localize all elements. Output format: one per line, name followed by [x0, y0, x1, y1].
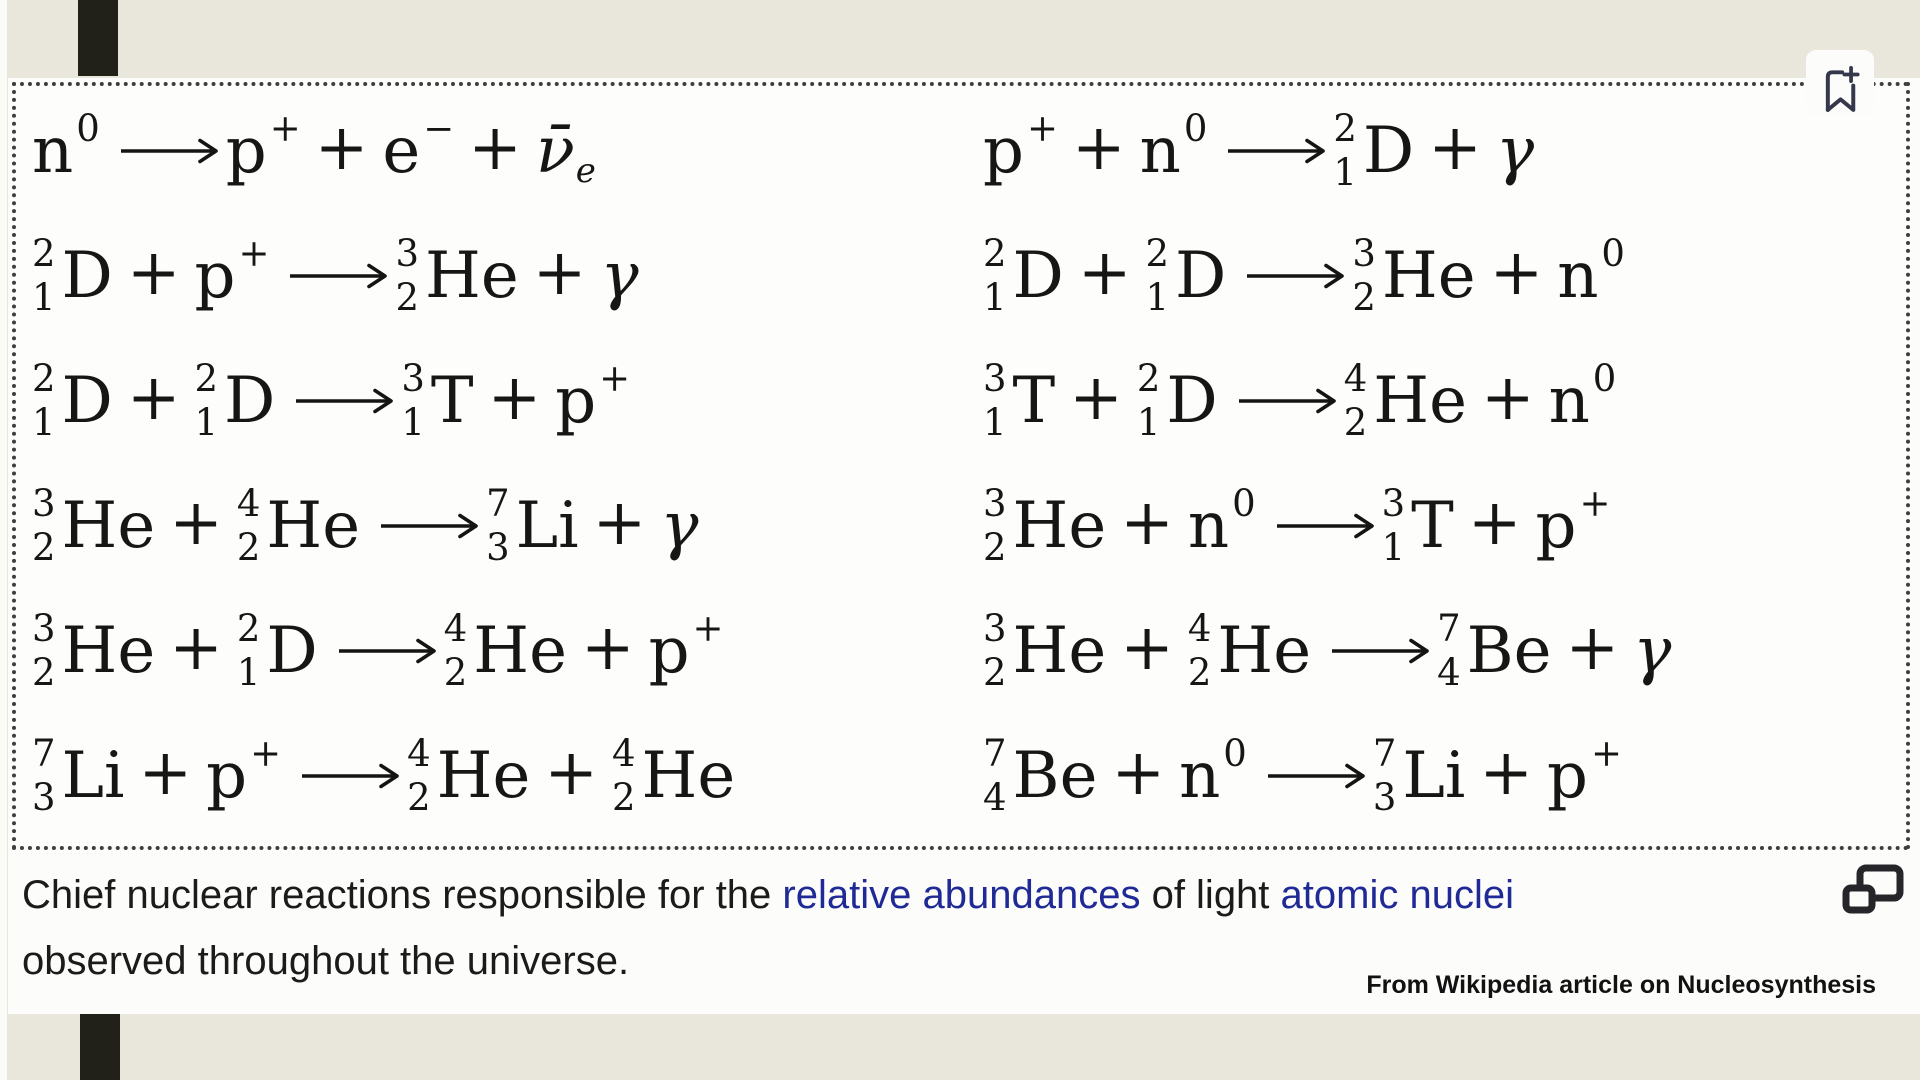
- reaction-equation: [32, 213, 961, 338]
- plus-operator: +: [1479, 735, 1533, 810]
- figure-nuclear-reactions: [12, 82, 1910, 850]
- reactions-column-right: [961, 88, 1906, 846]
- element-symbol: T: [1012, 363, 1056, 438]
- mass-number: 7: [1372, 731, 1397, 775]
- nuclide-prescripts: [1381, 481, 1406, 569]
- nuclide-He: [407, 731, 531, 819]
- atomic-number: 3: [32, 776, 56, 819]
- particle-ν: [535, 113, 596, 191]
- element-symbol: D: [1175, 238, 1227, 313]
- plus-operator: +: [126, 360, 181, 435]
- atomic-number: 2: [1187, 651, 1212, 694]
- atomic-number: 1: [194, 401, 219, 444]
- element-symbol: He: [61, 488, 156, 563]
- element-symbol: Be: [1466, 613, 1552, 688]
- charge-superscript: −: [423, 107, 455, 150]
- nuclide-prescripts: [32, 731, 56, 819]
- atomic-number: 2: [236, 526, 261, 569]
- plus-operator: +: [1120, 610, 1174, 685]
- particle-p: [983, 107, 1058, 188]
- mass-number: 2: [32, 356, 56, 400]
- figure-caption: [22, 856, 1920, 1014]
- nuclide-He: [32, 606, 156, 694]
- charge-superscript: +: [269, 107, 301, 150]
- plus-operator: +: [580, 610, 635, 685]
- element-symbol: D: [61, 363, 113, 438]
- particle-symbol: n: [1187, 488, 1230, 563]
- bookmark-button[interactable]: [1806, 50, 1874, 116]
- element-symbol: T: [1411, 488, 1454, 563]
- caption-line-2: observed throughout the universe.: [22, 939, 630, 983]
- nuclide-D: [983, 231, 1064, 319]
- nuclide-He: [236, 481, 361, 569]
- particle-symbol: n: [1548, 363, 1590, 438]
- particle-symbol: e: [382, 113, 421, 188]
- mass-number: 3: [1352, 231, 1376, 275]
- reaction-arrow-icon: [1329, 636, 1433, 666]
- mass-number: 2: [1136, 356, 1161, 400]
- element-symbol: D: [1012, 238, 1064, 313]
- mass-number: 7: [983, 731, 1007, 775]
- reaction-equation: [32, 88, 961, 213]
- nuclide-prescripts: [983, 231, 1007, 319]
- particle-symbol: ν̄: [535, 113, 575, 188]
- element-symbol: D: [224, 363, 276, 438]
- popout-windows-icon[interactable]: [1842, 862, 1904, 936]
- nuclide-He: [983, 481, 1107, 569]
- caption-line-1: [22, 862, 1920, 928]
- mass-number: 3: [983, 356, 1007, 400]
- charge-superscript: 0: [1223, 732, 1247, 775]
- mass-number: 2: [236, 606, 261, 650]
- charge-superscript: 0: [1601, 232, 1625, 275]
- screen-left-edge: [0, 0, 7, 1080]
- particle-symbol: p: [555, 363, 597, 438]
- atomic-number: 1: [983, 276, 1007, 319]
- nuclide-D: [1333, 106, 1415, 194]
- mass-number: 4: [236, 481, 261, 525]
- particle-γ: [1633, 614, 1671, 688]
- particle-symbol: p: [1546, 738, 1588, 813]
- plus-operator: +: [1467, 485, 1522, 560]
- nuclide-T: [401, 356, 474, 444]
- atomic-number: 1: [32, 401, 56, 444]
- particle-γ: [600, 239, 638, 313]
- nuclide-He: [1352, 231, 1476, 319]
- nuclide-prescripts: [401, 356, 425, 444]
- plus-operator: +: [468, 110, 522, 185]
- mass-number: 3: [401, 356, 425, 400]
- dark-bar-bottom: [80, 1013, 120, 1080]
- atomic-number: 2: [611, 776, 636, 819]
- nuclide-Be: [983, 731, 1098, 819]
- reaction-arrow-icon: [1265, 761, 1369, 791]
- reaction-equation: [32, 338, 961, 463]
- plus-operator: +: [1120, 485, 1174, 560]
- reaction-arrow-icon: [293, 386, 397, 416]
- nuclide-prescripts: [236, 481, 261, 569]
- nuclide-prescripts: [407, 731, 431, 819]
- element-symbol: He: [266, 488, 361, 563]
- nuclide-prescripts: [983, 481, 1007, 569]
- nuclide-prescripts: [1352, 231, 1376, 319]
- plus-operator: +: [1071, 110, 1126, 185]
- nuclide-prescripts: [1333, 106, 1357, 194]
- mass-number: 3: [983, 606, 1007, 650]
- element-symbol: D: [1166, 363, 1218, 438]
- plus-operator: +: [1077, 235, 1132, 310]
- mass-number: 3: [32, 606, 56, 650]
- mass-number: 7: [1437, 606, 1461, 650]
- particle-symbol: p: [194, 238, 236, 313]
- nuclide-D: [1136, 356, 1218, 444]
- atomic-number: 1: [1136, 401, 1161, 444]
- charge-superscript: +: [1579, 482, 1611, 525]
- atomic-number: 1: [401, 401, 425, 444]
- charge-superscript: +: [250, 732, 282, 775]
- nuclide-prescripts: [983, 606, 1007, 694]
- element-symbol: D: [61, 238, 113, 313]
- nuclide-Be: [1437, 606, 1552, 694]
- mass-number: 3: [983, 481, 1007, 525]
- mass-number: 4: [443, 606, 468, 650]
- reaction-arrow-icon: [1274, 511, 1378, 541]
- wikipedia-figure-card: [8, 78, 1920, 1014]
- nuclide-prescripts: [1372, 731, 1397, 819]
- element-symbol: D: [266, 613, 318, 688]
- nuclide-D: [32, 231, 113, 319]
- nuclide-prescripts: [1437, 606, 1461, 694]
- atomic-number: 2: [983, 651, 1007, 694]
- atomic-number: 4: [1437, 651, 1461, 694]
- plus-operator: +: [1428, 110, 1482, 185]
- caption-text: of light: [1140, 873, 1281, 917]
- atomic-number: 2: [395, 276, 420, 319]
- plus-operator: +: [1480, 360, 1535, 435]
- plus-operator: +: [487, 360, 542, 435]
- element-symbol: Li: [61, 738, 125, 813]
- element-symbol: He: [1217, 613, 1312, 688]
- element-symbol: He: [436, 738, 531, 813]
- particle-p: [648, 607, 724, 688]
- reaction-arrow-icon: [299, 761, 403, 791]
- particle-p: [225, 107, 301, 188]
- reaction-arrow-icon: [1236, 386, 1340, 416]
- nuclide-Li: [1372, 731, 1466, 819]
- charge-superscript: 0: [1232, 482, 1256, 525]
- nuclide-prescripts: [395, 231, 420, 319]
- plus-operator: +: [169, 610, 223, 685]
- charge-superscript: +: [599, 357, 631, 400]
- reaction-arrow-icon: [1225, 136, 1329, 166]
- reaction-equation: [32, 713, 961, 838]
- plus-operator: +: [1111, 735, 1166, 810]
- nuclide-prescripts: [32, 606, 56, 694]
- atomic-number: 2: [1343, 401, 1368, 444]
- nuclide-prescripts: [194, 356, 219, 444]
- reaction-arrow-icon: [1244, 261, 1348, 291]
- plus-operator: +: [532, 235, 587, 310]
- nuclide-T: [983, 356, 1056, 444]
- particle-p: [1535, 482, 1611, 563]
- particle-p: [555, 357, 631, 438]
- element-symbol: He: [61, 613, 156, 688]
- particle-n: [1557, 232, 1625, 313]
- plus-operator: +: [138, 735, 193, 810]
- atomic-number: 2: [32, 651, 56, 694]
- nuclide-D: [236, 606, 318, 694]
- element-symbol: Li: [1402, 738, 1466, 813]
- nuclide-He: [395, 231, 519, 319]
- link-relative-abundances[interactable]: relative abundances: [782, 873, 1141, 917]
- particle-symbol: n: [1139, 113, 1181, 188]
- nuclide-T: [1381, 481, 1454, 569]
- element-symbol: He: [1373, 363, 1467, 438]
- element-symbol: He: [1381, 238, 1476, 313]
- particle-symbol: γ: [1495, 113, 1535, 188]
- particle-n: [1548, 357, 1617, 438]
- link-atomic-nuclei[interactable]: atomic nuclei: [1280, 873, 1514, 917]
- reactions-column-left: [16, 88, 961, 846]
- reaction-arrow-icon: [378, 511, 482, 541]
- plus-operator: +: [592, 485, 647, 560]
- element-symbol: Be: [1012, 738, 1098, 813]
- mass-number: 3: [395, 231, 420, 275]
- atomic-number: 2: [32, 526, 56, 569]
- reaction-arrow-icon: [336, 636, 440, 666]
- nuclide-Li: [486, 481, 579, 569]
- mass-number: 2: [32, 231, 56, 275]
- mass-number: 2: [1145, 231, 1170, 275]
- reaction-equation: [983, 588, 1906, 713]
- particle-p: [194, 232, 270, 313]
- particle-symbol: p: [983, 113, 1024, 188]
- particle-p: [1546, 732, 1622, 813]
- plus-operator: +: [314, 110, 369, 185]
- reaction-equation: [983, 338, 1906, 463]
- charge-superscript: 0: [76, 107, 100, 150]
- reactions-grid: [16, 86, 1906, 846]
- plus-operator: +: [544, 735, 598, 810]
- particle-γ: [1496, 114, 1534, 188]
- nuclide-prescripts: [32, 231, 56, 319]
- mass-number: 2: [983, 231, 1007, 275]
- atomic-number: 4: [983, 776, 1007, 819]
- nuclide-He: [1187, 606, 1312, 694]
- reaction-equation: [983, 463, 1906, 588]
- mass-number: 3: [32, 481, 56, 525]
- mass-number: 7: [486, 481, 510, 525]
- reaction-arrow-icon: [287, 261, 391, 291]
- nuclide-He: [611, 731, 736, 819]
- nuclide-prescripts: [32, 356, 56, 444]
- element-symbol: He: [641, 738, 736, 813]
- particle-symbol: n: [1179, 738, 1221, 813]
- atomic-number: 1: [1333, 151, 1357, 194]
- atomic-number: 2: [983, 526, 1007, 569]
- nuclide-D: [1145, 231, 1227, 319]
- nuclide-He: [1343, 356, 1467, 444]
- particle-n: [1139, 107, 1208, 188]
- atomic-number: 2: [1352, 276, 1376, 319]
- particle-p: [206, 732, 282, 813]
- atomic-number: 3: [1372, 776, 1397, 819]
- charge-superscript: 0: [1183, 107, 1208, 150]
- plus-operator: +: [1069, 360, 1123, 435]
- atomic-number: 1: [32, 276, 56, 319]
- particle-symbol: n: [32, 113, 74, 188]
- mass-number: 4: [1343, 356, 1368, 400]
- reaction-equation: [983, 88, 1906, 213]
- particle-symbol: p: [206, 738, 248, 813]
- particle-symbol: p: [648, 613, 690, 688]
- nuclide-prescripts: [1187, 606, 1212, 694]
- atomic-number: 3: [486, 526, 510, 569]
- particle-symbol: n: [1557, 238, 1599, 313]
- nuclide-prescripts: [1343, 356, 1368, 444]
- reaction-equation: [32, 463, 961, 588]
- atomic-number: 1: [236, 651, 261, 694]
- element-symbol: D: [1362, 113, 1415, 188]
- nuclide-prescripts: [983, 731, 1007, 819]
- plus-operator: +: [169, 485, 223, 560]
- element-symbol: T: [430, 363, 474, 438]
- mass-number: 4: [1187, 606, 1212, 650]
- charge-superscript: +: [692, 607, 724, 650]
- nuclide-D: [32, 356, 113, 444]
- mass-number: 4: [611, 731, 636, 775]
- nuclide-prescripts: [486, 481, 510, 569]
- attribution-text: From Wikipedia article on Nucleosynthesis: [1366, 971, 1876, 999]
- reaction-equation: [983, 213, 1906, 338]
- mass-number: 3: [1381, 481, 1406, 525]
- nuclide-He: [443, 606, 567, 694]
- charge-superscript: +: [238, 232, 270, 275]
- particle-symbol: γ: [600, 238, 639, 313]
- element-symbol: He: [1012, 488, 1107, 563]
- nuclide-D: [194, 356, 276, 444]
- element-symbol: He: [1012, 613, 1107, 688]
- atomic-number: 1: [983, 401, 1007, 444]
- atomic-number: 1: [1145, 276, 1170, 319]
- element-symbol: He: [425, 238, 519, 313]
- nuclide-He: [32, 481, 156, 569]
- dark-bar-top: [78, 0, 118, 76]
- flavor-subscript: e: [575, 150, 596, 191]
- plus-operator: +: [1489, 235, 1544, 310]
- charge-superscript: +: [1026, 107, 1058, 150]
- plus-operator: +: [126, 235, 181, 310]
- mass-number: 7: [32, 731, 56, 775]
- nuclide-Li: [32, 731, 125, 819]
- particle-γ: [660, 489, 698, 563]
- plus-operator: +: [1565, 610, 1620, 685]
- atomic-number: 1: [1381, 526, 1406, 569]
- charge-superscript: +: [1590, 732, 1622, 775]
- nuclide-prescripts: [236, 606, 261, 694]
- reaction-equation: [983, 713, 1906, 838]
- particle-n: [32, 107, 100, 188]
- particle-symbol: p: [1535, 488, 1577, 563]
- nuclide-prescripts: [443, 606, 468, 694]
- particle-n: [1179, 732, 1247, 813]
- nuclide-prescripts: [983, 356, 1007, 444]
- atomic-number: 2: [407, 776, 431, 819]
- element-symbol: Li: [515, 488, 579, 563]
- particle-symbol: p: [225, 113, 267, 188]
- bookmark-plus-icon: [1819, 64, 1861, 116]
- nuclide-He: [983, 606, 1107, 694]
- mass-number: 2: [194, 356, 219, 400]
- nuclide-prescripts: [1136, 356, 1161, 444]
- nuclide-prescripts: [1145, 231, 1170, 319]
- element-symbol: He: [473, 613, 567, 688]
- mass-number: 2: [1333, 106, 1357, 150]
- particle-symbol: γ: [1633, 613, 1672, 688]
- reaction-arrow-icon: [118, 136, 222, 166]
- atomic-number: 2: [443, 651, 468, 694]
- particle-n: [1187, 482, 1256, 563]
- charge-superscript: 0: [1592, 357, 1617, 400]
- mass-number: 4: [407, 731, 431, 775]
- caption-text: Chief nuclear reactions responsible for the: [22, 873, 783, 917]
- particle-e: [382, 107, 455, 188]
- nuclide-prescripts: [611, 731, 636, 819]
- reaction-equation: [32, 588, 961, 713]
- particle-symbol: γ: [660, 488, 699, 563]
- nuclide-prescripts: [32, 481, 56, 569]
